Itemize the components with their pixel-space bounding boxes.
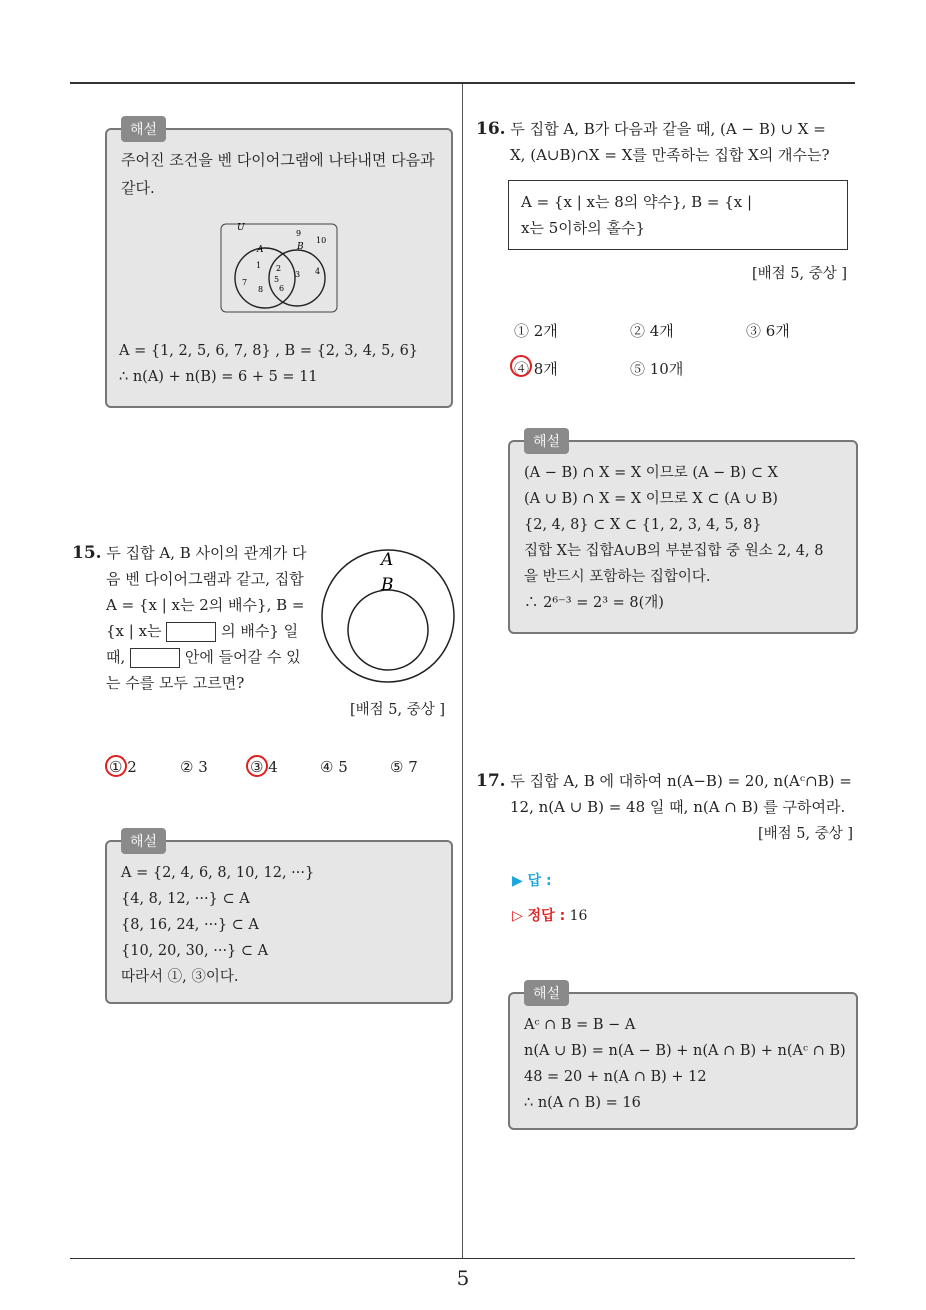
question-17 (476, 768, 858, 820)
solution-box-14 (105, 122, 453, 408)
solution-box-15 (105, 834, 453, 1004)
question-text: 의 배수} 일 (221, 622, 299, 640)
solution-equation: Aᶜ ∩ B = B − A (524, 1017, 636, 1033)
circle-label-A: A (381, 550, 394, 570)
solution-text: 같다. (121, 179, 155, 197)
venn-number: 10 (316, 236, 327, 245)
condition-text: A = {x | x는 8의 약수}, B = {x | (521, 193, 753, 211)
question-text: 두 집합 A, B 에 대하여 n(A−B) = 20, n(Aᶜ∩B) = (510, 772, 852, 790)
score-label: [배점 5, 중상 ] (752, 266, 848, 282)
question-text: 12, n(A ∪ B) = 48 일 때, n(A ∩ B) 를 구하여라. (510, 798, 846, 816)
question-text: 안에 들어갈 수 있 (184, 648, 301, 666)
question-number: 17. (476, 771, 506, 791)
venn-label-U: U (237, 223, 245, 233)
circle-label-B: B (381, 575, 394, 595)
venn-number: 3 (295, 270, 301, 279)
venn-number: 8 (258, 285, 264, 294)
choice-1[interactable]: ① 2개 (514, 322, 558, 340)
choice-3[interactable]: ③ 4 (250, 758, 278, 776)
solution-text: 따라서 ①, ③이다. (121, 969, 239, 985)
solution-tag: 해설 (524, 428, 569, 454)
question-text: 때, (106, 648, 126, 666)
solution-equation: ∴ 2⁶⁻³ = 2³ = 8(개) (524, 595, 664, 611)
selected-mark (510, 355, 532, 377)
solution-tag: 해설 (121, 116, 166, 142)
question-number: 15. (72, 543, 102, 563)
question-text: X, (A∪B)∩X = X를 만족하는 집합 X의 개수는? (510, 146, 830, 164)
venn-number: 9 (296, 229, 302, 238)
question-text: 는 수를 모두 고르면? (106, 674, 245, 692)
question-15 (72, 540, 322, 696)
condition-box (508, 180, 848, 250)
venn-number: 5 (274, 275, 280, 284)
selected-mark (246, 755, 268, 777)
question-text: A = {x | x는 2의 배수}, B = (106, 596, 305, 614)
page-number: 5 (456, 1266, 470, 1290)
solution-equation: {8, 16, 24, ···} ⊂ A (121, 917, 259, 933)
selected-mark (105, 755, 127, 777)
venn-number: 1 (256, 261, 262, 270)
choice-4[interactable]: ④ 5 (320, 758, 348, 776)
solution-equation: {4, 8, 12, ···} ⊂ A (121, 891, 250, 907)
solution-equation: n(A ∪ B) = n(A − B) + n(A ∩ B) + n(Aᶜ ∩ B) (524, 1043, 846, 1059)
venn-number: 6 (279, 284, 285, 293)
venn-number: 4 (315, 267, 321, 276)
choice-2[interactable]: ② 3 (180, 758, 208, 776)
solution-equation: {10, 20, 30, ···} ⊂ A (121, 943, 269, 959)
question-16 (476, 116, 858, 168)
venn-number: 7 (242, 278, 248, 287)
blank-box (166, 622, 216, 642)
question-text: 두 집합 A, B 사이의 관계가 다 (106, 544, 307, 562)
choice-5[interactable]: ⑤ 10개 (630, 360, 684, 378)
solution-equation: 48 = 20 + n(A ∩ B) + 12 (524, 1069, 707, 1085)
solution-equation: ∴ n(A) + n(B) = 6 + 5 = 11 (119, 369, 318, 385)
bottom-rule (70, 1258, 855, 1259)
solution-equation: (A ∪ B) ∩ X = X 이므로 X ⊂ (A ∪ B) (524, 491, 778, 507)
question-text: 음 벤 다이어그램과 같고, 집합 (106, 570, 304, 588)
choice-5[interactable]: ⑤ 7 (390, 758, 418, 776)
solution-equation: {2, 4, 8} ⊂ X ⊂ {1, 2, 3, 4, 5, 8} (524, 517, 762, 533)
question-text: 두 집합 A, B가 다음과 같을 때, (A − B) ∪ X = (510, 120, 826, 138)
solution-tag: 해설 (121, 828, 166, 854)
question-text: {x | x는 (106, 622, 162, 640)
answer-input-label[interactable]: ▶ 답 : (512, 873, 552, 889)
venn-label-A: A (257, 245, 264, 255)
solution-equation: ∴ n(A ∩ B) = 16 (524, 1095, 641, 1111)
score-label: [배점 5, 중상 ] (350, 702, 446, 718)
solution-box-17 (508, 986, 858, 1130)
blank-box (130, 648, 180, 668)
choice-3[interactable]: ③ 6개 (746, 322, 790, 340)
solution-text: 을 반드시 포함하는 집합이다. (524, 569, 711, 585)
solution-equation: A = {1, 2, 5, 6, 7, 8} , B = {2, 3, 4, 5, 6} (119, 343, 419, 359)
solution-tag: 해설 (524, 980, 569, 1006)
choice-4[interactable]: ④ 8개 (514, 360, 558, 378)
choice-1[interactable]: ① 2 (109, 758, 137, 776)
correct-answer (512, 905, 587, 925)
choice-2[interactable]: ② 4개 (630, 322, 674, 340)
question-number: 16. (476, 119, 506, 139)
column-divider (462, 84, 463, 1258)
solution-equation: (A − B) ∩ X = X 이므로 (A − B) ⊂ X (524, 465, 778, 481)
venn-label-B: B (297, 242, 304, 252)
venn-diagram (219, 218, 341, 316)
venn-number: 2 (276, 264, 282, 273)
solution-box-16 (508, 434, 858, 634)
nested-circles-diagram (320, 548, 456, 684)
solution-text: 집합 X는 집합A∪B의 부분집합 중 원소 2, 4, 8 (524, 543, 824, 559)
solution-equation: A = {2, 4, 6, 8, 10, 12, ···} (121, 865, 315, 881)
condition-text: x는 5이하의 홀수} (521, 219, 646, 237)
correct-answer-value: 16 (569, 908, 588, 924)
score-label: [배점 5, 중상 ] (758, 826, 854, 842)
solution-text: 주어진 조건을 벤 다이어그램에 나타내면 다음과 (121, 151, 435, 169)
correct-answer-label: ▷ 정답 : (512, 908, 566, 924)
